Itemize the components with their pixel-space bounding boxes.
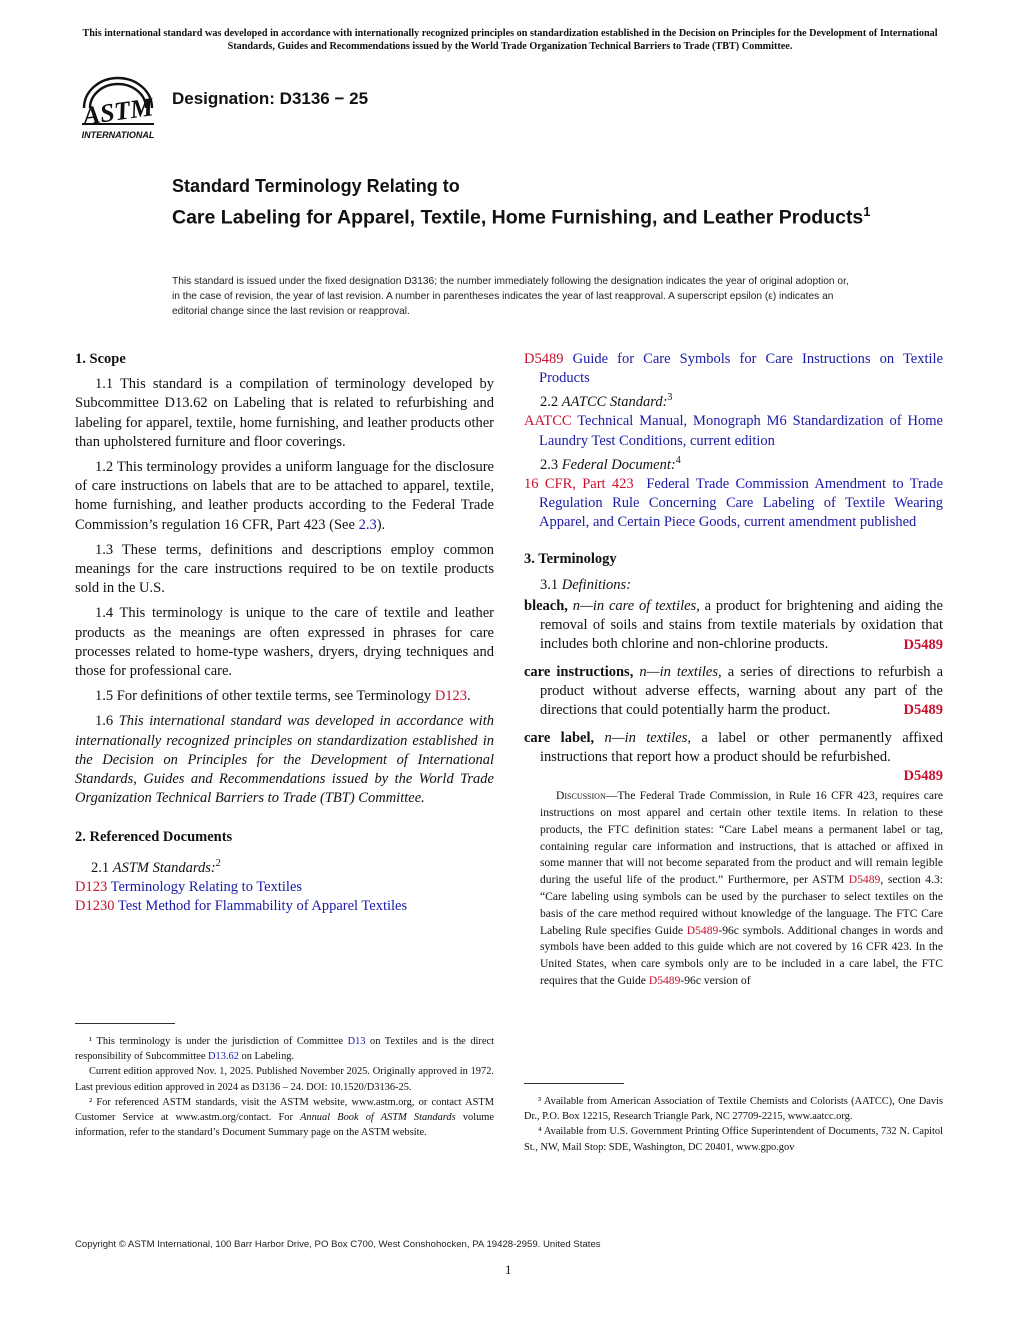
footnote-1: ¹ This terminology is under the jurisdiction of Committee D13 on Textiles and is the direct responsibility of Subcommittee D13.62 on Labeling. <box>75 1036 494 1063</box>
term-source-care-instructions[interactable]: D5489 <box>903 702 943 719</box>
wto-notice: This international standard was developed in accordance with internationally recognized principles on standardization established in the Decision on Principles for the Development of International Standards, Guides and Recommendations issued by the World Trade Organization Technical Barriers to Trade (TBT) Committee. <box>82 28 938 52</box>
term-care-instructions: care instructions, n—in textiles, a series of directions to refurbish a product without adverse effects, warning about any part of the directions that could potentially harm the product. D5489 <box>524 663 943 721</box>
discussion-care-label: Discussion—The Federal Trade Commission, in Rule 16 CFR 423, requires care instructions on most apparel and certain other textile items. In relation to these products, the FTC definition states: “Care Label means a permanent label or tag, containing regular care information and instructions, that is attached or affixed in some manner that will not become separated from the product and will remain legible during the useful life of the product.” Furthermore, per ASTM D5489, section 4.3: “Care labeling using symbols can be used by the purchaser to select textiles on the basis of the care method required without knowledge of the language. The FTC Care Labeling Rule specifies Guide D5489-96c symbols. Additional changes in words and symbols have been added to this guide which are not covered by 16 CFR 423. In the United States, when care symbols only are to be included in a care label, the FTC requires that the Guide D5489-96c version of <box>540 789 944 987</box>
paragraph-1-4: 1.4 This terminology is unique to the care of textile and leather products as the meanings are often expressed in phrases for care processes related to home-type washers, dryers, drying techniques and those for professional care. <box>75 605 494 680</box>
link-section-2-3[interactable]: 2.3 <box>358 516 377 533</box>
reference-aatcc-m6[interactable]: AATCC Technical Manual, Monograph M6 Standardization of Home Laundry Test Conditions, current edition <box>524 413 943 449</box>
reference-16-cfr-423[interactable]: 16 CFR, Part 423 Federal Trade Commission Amendment to Trade Regulation Rule Concerning Care Labeling of Textile Wearing Apparel, and Certain Piece Goods, current amendment published <box>524 475 944 531</box>
page-number: 1 <box>505 1262 512 1277</box>
right-footnotes <box>524 1083 943 1155</box>
paragraph-1-2: 1.2 This terminology provides a uniform language for the disclosure of care instructions on labels that are to be attached to apparel, textile, home furnishing, and leather products according to the Federal Trade Commission’s regulation 16 CFR, Part 423 (See 2.3). <box>75 459 494 533</box>
link-d123[interactable]: D123 <box>434 688 468 705</box>
link-d5489-discussion-3[interactable]: D5489 <box>648 973 681 987</box>
paragraph-1-5: 1.5 For definitions of other textile terms, see Terminology D123. <box>95 688 471 705</box>
left-footnotes <box>75 1023 494 1140</box>
federal-document-label: 2.3 Federal Document:$^4$ <box>540 454 681 473</box>
astm-logo <box>76 72 160 144</box>
document-title <box>172 173 872 231</box>
term-source-bleach[interactable]: D5489 <box>903 636 943 653</box>
section-heading-terminology: 3. Terminology <box>524 551 617 568</box>
right-column <box>524 350 944 1153</box>
paragraph-1-1: 1.1 This standard is a compilation of terminology developed by Subcommittee D13.62 on Labeling that is related to refurbishing and labeling for apparel, textile, home furnishing, and leather products other than upholstered furniture and floor coverings. <box>75 376 494 450</box>
footnote-3: ³ Available from American Association of Textile Chemists and Colorists (AATCC), One Davis Dr., P.O. Box 12215, Research Triangle Park, NC 27709-2215, www.aatcc.org. <box>524 1096 943 1123</box>
left-column <box>75 350 494 1139</box>
aatcc-standard-label: 2.2 AATCC Standard:$^3$ <box>540 392 673 411</box>
term-bleach: bleach, n—in care of textiles, a product for brightening and aiding the removal of soils and stains from textile materials by oxidation that includes both chlorine and non-chlorine products. D5489 <box>524 597 943 655</box>
svg-text:ASTM: ASTM <box>80 92 156 131</box>
definitions-label: 3.1 Definitions: <box>540 576 632 593</box>
paragraph-1-3: 1.3 These terms, definitions and descriptions employ common meanings for the care instructions required to be on textile products sold in the U.S. <box>75 541 494 597</box>
footnote-1-approval: Current edition approved Nov. 1, 2025. Published November 2025. Originally approved in 1972. Last previous edition approved in 2024 as D3136 – 24. DOI: 10.1520/D3136-25. <box>75 1066 494 1093</box>
issue-note: This standard is issued under the fixed designation D3136; the number immediately following the designation indicates the year of original adoption or, in the case of revision, the year of last revision. A number in parentheses indicates the year of last reapproval. A superscript epsilon (ε) indicates an editorial change since the last revision or reapproval. <box>172 276 849 317</box>
footnote-2: ² For referenced ASTM standards, visit the ASTM website, www.astm.org, or contact ASTM Customer Service at www.astm.org/contact. For Annual Book of ASTM Standards volume information, refer to the standard’s Document Summary page on the ASTM website. <box>75 1096 494 1139</box>
link-d13-62[interactable]: D13.62 <box>208 1051 239 1063</box>
section-heading-referenced-documents: 2. Referenced Documents <box>75 829 233 846</box>
link-d5489-discussion-2[interactable]: D5489 <box>686 923 719 937</box>
footnote-4: ⁴ Available from U.S. Government Printing Office Superintendent of Documents, 732 N. Capitol St., NW, Mail Stop: SDE, Washington, DC 20401, www.gpo.gov <box>524 1126 943 1153</box>
copyright: Copyright © ASTM International, 100 Barr Harbor Drive, PO Box C700, West Conshohocken, PA 19428-2959. United States <box>75 1239 601 1250</box>
designation: Designation: D3136 − 25 <box>172 89 369 108</box>
paragraph-1-6: 1.6 This international standard was developed in accordance with internationally recognized principles on standardization established in the Decision on Principles for the Development of International Standards, Guides and Recommendations issued by the World Trade Organization Technical Barriers to Trade (TBT) Committee. <box>75 713 494 807</box>
term-care-label: care label, n—in textiles, a label or other permanently affixed instructions that report how a product should be refurbished. D5489 <box>524 729 943 787</box>
footnote-rule <box>75 1023 175 1024</box>
link-d5489-discussion-1[interactable]: D5489 <box>848 873 881 887</box>
section-heading-scope: 1. Scope <box>75 351 126 367</box>
reference-d123[interactable]: D123 Terminology Relating to Textiles <box>75 878 303 895</box>
title-footnote-mark: 1 <box>863 204 871 219</box>
link-d13[interactable]: D13 <box>347 1036 366 1047</box>
reference-d5489[interactable]: D5489 Guide for Care Symbols for Care Instructions on Textile Products <box>524 351 944 387</box>
title-line-1: Standard Terminology Relating to <box>172 176 460 196</box>
title-line-2: Care Labeling for Apparel, Textile, Home Furnishing, and Leather Products$^1$ <box>172 204 871 229</box>
astm-logo-subtext: INTERNATIONAL <box>81 130 155 140</box>
astm-standards-label: 2.1 ASTM Standards:$^2$ <box>91 857 221 876</box>
term-source-care-label[interactable]: D5489 <box>903 767 943 784</box>
footnote-rule-right <box>524 1083 624 1084</box>
reference-d1230[interactable]: D1230 Test Method for Flammability of Apparel Textiles <box>75 897 408 914</box>
